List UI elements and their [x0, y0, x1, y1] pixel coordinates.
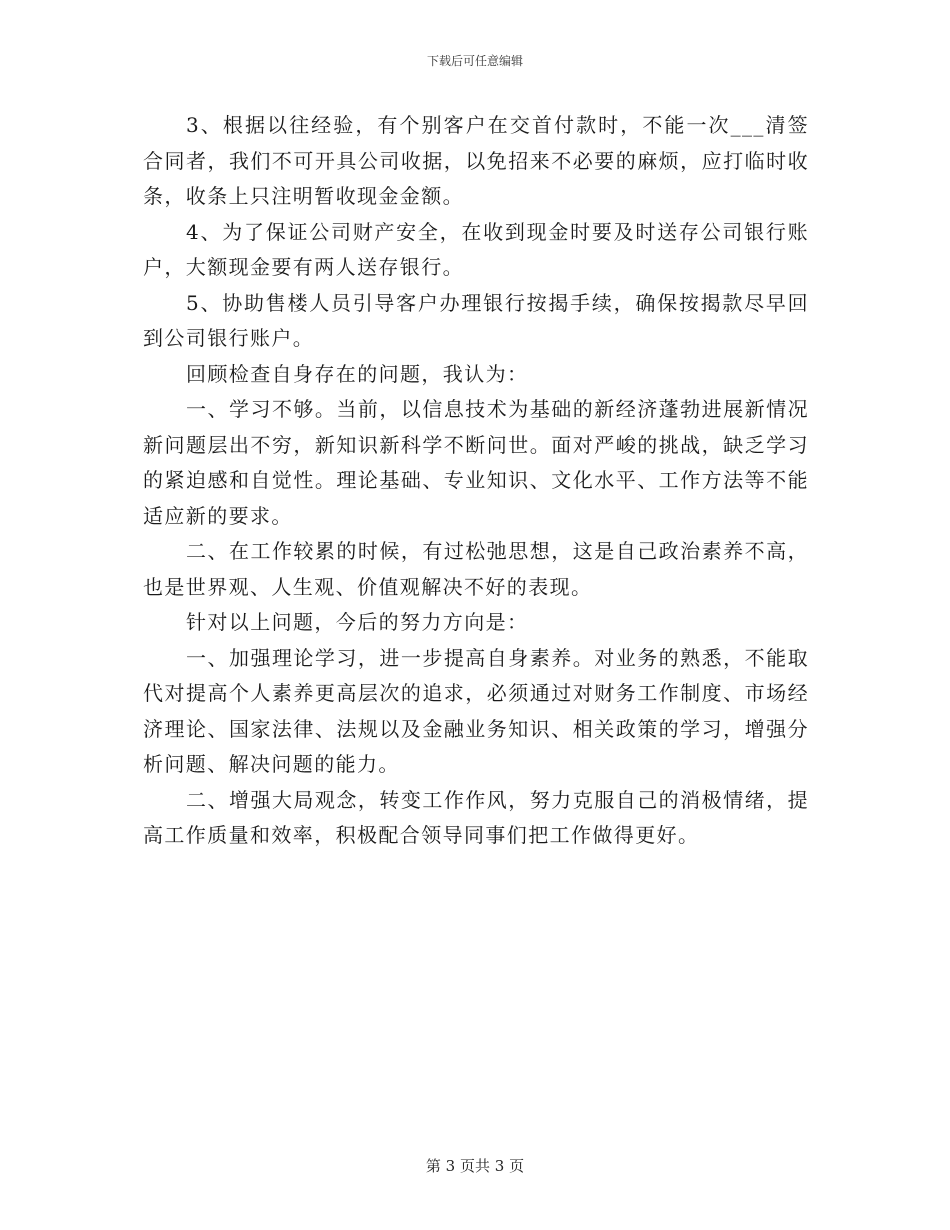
paragraph-item-3: 3、根据以往经验，有个别客户在交首付款时，不能一次___清签合同者，我们不可开具公司收据，以免招来不必要的麻烦，应打临时收条，收条上只注明暂收现金金额。: [143, 113, 809, 208]
direction-2: 二、增强大局观念，转变工作作风，努力克服自己的消极情绪，提高工作质量和效率，积极配合领导同事们把工作做得更好。: [143, 787, 809, 847]
page-number: 第 3 页共 3 页: [425, 1157, 525, 1175]
review-intro: 回顾检查自身存在的问题，我认为：: [186, 361, 529, 386]
page-header: 下载后可任意编辑: [426, 54, 523, 68]
direction-intro: 针对以上问题，今后的努力方向是：: [186, 610, 529, 634]
paragraph-item-5: 5、协助售楼人员引导客户办理银行按揭手续，确保按揭款尽早回到公司银行账户。: [143, 290, 809, 350]
direction-1: 一、加强理论学习，进一步提高自身素养。对业务的熟悉，不能取代对提高个人素养更高层次的追求，必须通过对财务工作制度、市场经济理论、国家法律、法规以及金融业务知识、相关政策的学习，增强分析问题、解决问题的能力。: [143, 645, 809, 776]
paragraph-item-4: 4、为了保证公司财产安全，在收到现金时要及时送存公司银行账户，大额现金要有两人送存银行。: [143, 219, 809, 279]
problem-1: 一、学习不够。当前，以信息技术为基础的新经济蓬勃进展新情况新问题层出不穷，新知识新科学不断问世。面对严峻的挑战，缺乏学习的紧迫感和自觉性。理论基础、专业知识、文化水平、工作方法等不能适应新的要求。: [143, 397, 809, 528]
problem-2: 二、在工作较累的时候，有过松弛思想，这是自己政治素养不高，也是世界观、人生观、价值观解决不好的表现。: [143, 539, 809, 599]
document-body: [143, 108, 809, 854]
